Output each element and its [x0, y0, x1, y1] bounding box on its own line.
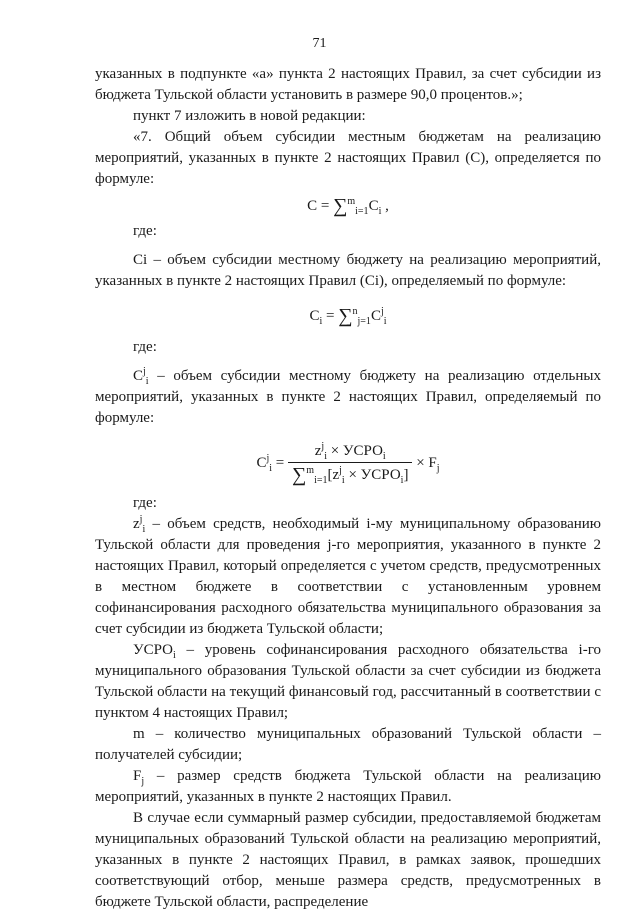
paragraph-point-7: «7. Общий объем субсидии местным бюджетам на реализацию мероприятий, указанных в пункте 2 настоящих Правил (С), определяется по формуле: — [95, 129, 601, 187]
page-number: 71 — [312, 36, 327, 51]
paragraph-fj-definition: $F_j$ – размер средств бюджета Тульской области на реализацию мероприятий, указанных в пункте 2 настоящих Правил. — [95, 768, 601, 805]
paragraph-ci-definition: Ci – объем субсидии местному бюджету на реализацию мероприятий, указанных в пункте 2 настоящих Правил (Ci), определяемый по формуле: — [95, 252, 601, 289]
paragraph-usro-definition: $УСРО_i$ – уровень софинансирования расходного обязательства i-го муниципального образования Тульской области за счет субсидии из бюджета Тульской области на текущий финансовый год, рассчитанный в соответствии с пунктом 4 настоящих Правил; — [95, 642, 601, 721]
paragraph-distribution: В случае если суммарный размер субсидии, предоставляемой бюджетам муниципальных образований Тульской области на реализацию мероприятий, указанных в пункте 2 настоящих Правил, в рамках заявок, прошедших соответствующий отбор, меньше размера средств, предусмотренных в бюджете Тульской области, распределение — [95, 810, 601, 910]
where-label: где: — [133, 339, 157, 355]
where-label: где: — [133, 223, 157, 239]
paragraph-cij-definition: $C^j_i$ – объем субсидии местному бюджету на реализацию отдельных мероприятий, указанных в пункте 2 настоящих Правил, определяемый по формуле: — [95, 366, 601, 426]
formula-fraction: $\frac{z^j_i \times УСРО_i}{\sum^m_{i=1}[z^j_i \times УСРО_i]}$ — [288, 441, 412, 486]
paragraph-continuation: указанных в подпункте «а» пункта 2 настоящих Правил, за счет субсидии из бюджета Тульской области установить в размере 90,0 процентов.»; — [95, 66, 601, 103]
formula-total-subsidy: $C = \sum^m_{i=1}C_i$ , — [307, 195, 389, 217]
formula-event-subsidy: $C^j_i$ = $\frac{z^j_i \times УСРО_i}{\sum^m_{i=1}[z^j_i \times УСРО_i]}$ × $F_j$ — [256, 441, 440, 486]
page-body — [95, 64, 601, 913]
paragraph-zij-definition: $z^j_i$ – объем средств, необходимый i-му муниципальному образованию Тульской области для проведения j-го мероприятия, указанного в пункте 2 настоящих Правил, который определяется с учетом средств, предусмотренных в местном бюджете в соответствии с установленным уровнем софинансирования расходного обязательства муниципального образования за счет субсидии из бюджета Тульской области; — [95, 514, 601, 637]
paragraph-amendment-intro: пункт 7 изложить в новой редакции: — [133, 108, 366, 124]
formula-municipal-subsidy: $C_i = \sum^n_{j=1}C^j_i$ — [309, 305, 387, 327]
where-label: где: — [133, 495, 157, 511]
paragraph-m-definition: m – количество муниципальных образований Тульской области – получателей субсидии; — [95, 726, 601, 763]
